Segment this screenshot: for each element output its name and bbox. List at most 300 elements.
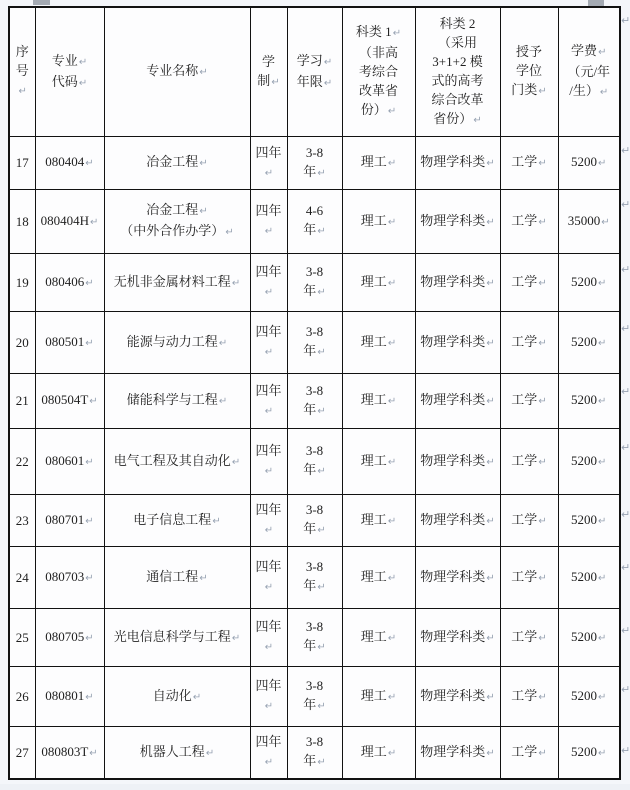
text-line: 科类 2 — [439, 15, 476, 31]
cell-fee — [558, 311, 620, 373]
text-line: 22 — [15, 453, 29, 469]
cell-fee — [558, 546, 620, 608]
text-line: 四年↵ — [255, 734, 282, 769]
cell-years — [287, 253, 342, 311]
text-line: 年↵ — [303, 462, 326, 477]
text-line: /生）↵ — [569, 83, 609, 99]
paragraph-return-icon: ↵ — [264, 525, 274, 536]
text-line: 工学↵ — [511, 273, 547, 289]
paragraph-return-icon: ↵ — [264, 287, 274, 298]
header-col-deg — [500, 7, 558, 136]
text-line: 四年↵ — [255, 382, 282, 417]
text-line: 080803T↵ — [41, 743, 98, 759]
text-line: 物理学科类↵ — [420, 743, 495, 759]
text-line: 代码↵ — [51, 73, 88, 89]
paragraph-return-icon: ↵ — [538, 277, 547, 289]
text-line: 年↵ — [303, 753, 326, 769]
text-line: 改革省 — [358, 83, 398, 99]
cell-years — [287, 428, 342, 494]
paragraph-return-icon: ↵ — [218, 396, 228, 407]
paragraph-return-icon: ↵ — [317, 525, 326, 536]
paragraph-return-icon: ↵ — [538, 515, 547, 527]
paragraph-return-icon: ↵ — [89, 747, 98, 759]
text-line: 3-8 — [305, 502, 324, 517]
text-line: 5200↵ — [571, 333, 607, 349]
paragraph-return-icon: ↵ — [18, 86, 27, 98]
text-line: 年↵ — [303, 578, 326, 593]
cell-fee — [558, 136, 620, 189]
paragraph-return-icon: ↵ — [387, 632, 397, 644]
text-line: 080404H↵ — [40, 212, 99, 228]
paragraph-return-icon: ↵ — [392, 28, 402, 40]
table-row — [9, 546, 620, 608]
text-line: 物理学科类↵ — [420, 273, 495, 289]
paragraph-return-icon: ↵ — [486, 158, 495, 169]
paragraph-return-icon: ↵ — [85, 691, 94, 703]
text-line: 物理学科类↵ — [420, 452, 495, 468]
cell-code — [35, 726, 104, 779]
cell-fee — [558, 189, 620, 253]
cell-name — [104, 189, 250, 253]
paragraph-return-icon: ↵ — [473, 114, 482, 126]
text-line: 3-8 — [305, 443, 324, 458]
paragraph-return-icon: ↵ — [538, 572, 547, 584]
text-line: 工学↵ — [511, 452, 547, 468]
row-end-mark — [620, 500, 630, 553]
paragraph-marks-gutter — [620, 6, 630, 790]
header-col-name — [104, 7, 250, 136]
cell-code — [35, 311, 104, 373]
paragraph-return-icon: ↵ — [621, 144, 630, 157]
paragraph-return-icon: ↵ — [78, 77, 88, 89]
paragraph-return-icon: ↵ — [538, 337, 547, 349]
paragraph-return-icon: ↵ — [264, 167, 274, 179]
paragraph-return-icon: ↵ — [90, 216, 99, 228]
text-line: 5200↵ — [571, 568, 607, 584]
cell-num — [9, 373, 35, 428]
table-row — [9, 253, 620, 311]
text-line: 17 — [15, 155, 29, 170]
cell-years — [287, 373, 342, 428]
paragraph-return-icon: ↵ — [264, 582, 274, 593]
paragraph-return-icon: ↵ — [621, 263, 630, 276]
text-line: 通信工程↵ — [146, 568, 208, 584]
text-line: 号↵ — [15, 63, 29, 98]
cell-s2 — [415, 666, 500, 726]
text-line: 学位 — [515, 63, 542, 79]
text-line: 四年↵ — [255, 264, 282, 298]
cell-years — [287, 546, 342, 608]
text-line: （非高 — [358, 45, 398, 61]
paragraph-return-icon: ↵ — [231, 277, 241, 289]
cell-s2 — [415, 494, 500, 546]
cell-s2 — [415, 311, 500, 373]
row-end-mark — [620, 314, 630, 377]
text-line: 5200↵ — [571, 743, 607, 759]
cell-s1 — [342, 608, 415, 666]
cell-s1 — [342, 494, 415, 546]
paragraph-return-icon: ↵ — [317, 757, 326, 769]
paragraph-return-icon: ↵ — [85, 632, 94, 644]
cell-name — [104, 726, 250, 779]
paragraph-return-icon: ↵ — [621, 508, 630, 521]
paragraph-return-icon: ↵ — [538, 747, 547, 759]
cell-name — [104, 136, 250, 189]
table-row — [9, 311, 620, 373]
paragraph-return-icon: ↵ — [387, 691, 397, 703]
row-end-mark — [620, 377, 630, 433]
text-line: 080501↵ — [45, 333, 94, 349]
paragraph-return-icon: ↵ — [264, 466, 274, 477]
paragraph-return-icon: ↵ — [486, 572, 495, 584]
text-line: 5200↵ — [571, 392, 607, 407]
paragraph-return-icon: ↵ — [538, 691, 547, 703]
text-line: 24 — [15, 569, 29, 585]
table-row — [9, 428, 620, 494]
cell-num — [9, 428, 35, 494]
paragraph-return-icon: ↵ — [387, 747, 397, 759]
paragraph-return-icon: ↵ — [598, 456, 607, 468]
cell-fee — [558, 253, 620, 311]
cell-years — [287, 608, 342, 666]
paragraph-return-icon: ↵ — [231, 456, 241, 468]
cell-deg — [500, 494, 558, 546]
text-line: 无机非金属材料工程↵ — [113, 273, 241, 289]
cell-dur — [250, 311, 287, 373]
text-line: 080406↵ — [45, 273, 94, 289]
cell-dur — [250, 546, 287, 608]
header-col-code — [35, 7, 104, 136]
text-line: 科类 1↵ — [355, 24, 402, 40]
paragraph-return-icon: ↵ — [387, 158, 397, 169]
cell-code — [35, 666, 104, 726]
text-line: 工学↵ — [511, 628, 547, 644]
row-end-mark — [620, 255, 630, 314]
paragraph-return-icon: ↵ — [323, 56, 333, 68]
paragraph-return-icon: ↵ — [621, 683, 630, 696]
paragraph-return-icon: ↵ — [598, 691, 607, 703]
cell-s2 — [415, 373, 500, 428]
cell-dur — [250, 136, 287, 189]
table-row — [9, 726, 620, 779]
header-col-fee — [558, 7, 620, 136]
cell-s1 — [342, 546, 415, 608]
text-line: 年限↵ — [296, 73, 333, 89]
paragraph-return-icon: ↵ — [264, 757, 274, 769]
paragraph-return-icon: ↵ — [264, 642, 274, 653]
text-line: 物理学科类↵ — [420, 568, 495, 584]
cell-years — [287, 726, 342, 779]
cell-s2 — [415, 608, 500, 666]
paragraph-return-icon: ↵ — [317, 405, 326, 417]
cell-dur — [250, 494, 287, 546]
cell-dur — [250, 253, 287, 311]
paragraph-return-icon: ↵ — [486, 396, 495, 407]
cell-deg — [500, 726, 558, 779]
cell-s1 — [342, 311, 415, 373]
text-line: 物理学科类↵ — [420, 154, 495, 169]
text-line: 考综合 — [358, 64, 398, 80]
programs-table — [8, 6, 621, 780]
cell-num — [9, 311, 35, 373]
paragraph-return-icon: ↵ — [598, 572, 607, 584]
cell-name — [104, 666, 250, 726]
cell-name — [104, 253, 250, 311]
cell-name — [104, 546, 250, 608]
paragraph-return-icon: ↵ — [199, 67, 208, 79]
cell-s1 — [342, 189, 415, 253]
paragraph-return-icon: ↵ — [85, 572, 94, 584]
text-line: 5200↵ — [571, 273, 607, 289]
text-line: 四年↵ — [255, 324, 282, 358]
text-line: 储能科学与工程↵ — [126, 392, 228, 407]
row-end-mark — [620, 675, 630, 736]
paragraph-return-icon: ↵ — [598, 158, 607, 169]
text-line: （元/年 — [567, 64, 611, 80]
cell-num — [9, 494, 35, 546]
cell-s2 — [415, 136, 500, 189]
table-row — [9, 666, 620, 726]
paragraph-return-icon: ↵ — [387, 396, 397, 407]
cell-s2 — [415, 546, 500, 608]
header-col-years — [287, 7, 342, 136]
paragraph-return-icon: ↵ — [323, 77, 333, 89]
cell-name — [104, 311, 250, 373]
text-line: 080504T↵ — [41, 392, 98, 407]
text-line: 学费↵ — [571, 43, 607, 59]
cell-code — [35, 546, 104, 608]
cell-deg — [500, 373, 558, 428]
row-end-mark — [620, 553, 630, 616]
text-line: 19 — [15, 274, 29, 290]
cell-num — [9, 253, 35, 311]
row-end-mark — [620, 6, 630, 136]
cell-num — [9, 189, 35, 253]
text-line: 门类↵ — [511, 82, 547, 98]
paragraph-return-icon: ↵ — [621, 385, 630, 398]
text-line: 年↵ — [303, 697, 326, 712]
text-line: 3-8 — [305, 264, 324, 279]
text-line: 四年↵ — [255, 443, 282, 477]
paragraph-return-icon: ↵ — [598, 337, 607, 349]
text-line: 理工↵ — [360, 687, 397, 703]
text-line: 3-8 — [305, 619, 324, 634]
paragraph-return-icon: ↵ — [598, 515, 607, 527]
text-line: 26 — [15, 688, 29, 704]
text-line: 080601↵ — [45, 452, 94, 468]
header-col-num — [9, 7, 35, 136]
table-row — [9, 373, 620, 428]
table-header — [9, 7, 620, 136]
text-line: 工学↵ — [511, 687, 547, 703]
cell-dur — [250, 373, 287, 428]
paragraph-return-icon: ↵ — [264, 226, 274, 237]
paragraph-return-icon: ↵ — [317, 167, 326, 179]
paragraph-return-icon: ↵ — [598, 47, 607, 59]
cell-s2 — [415, 253, 500, 311]
text-line: 20 — [15, 334, 29, 350]
paragraph-return-icon: ↵ — [486, 515, 495, 527]
text-line: 35000↵ — [567, 212, 610, 228]
cell-num — [9, 546, 35, 608]
cell-name — [104, 428, 250, 494]
text-line: 年↵ — [303, 401, 326, 417]
header-col-s2 — [415, 7, 500, 136]
paragraph-return-icon: ↵ — [621, 561, 630, 574]
cell-years — [287, 494, 342, 546]
text-line: 工学↵ — [511, 568, 547, 584]
paragraph-return-icon: ↵ — [192, 691, 202, 703]
header-col-dur — [250, 7, 287, 136]
paragraph-return-icon: ↵ — [78, 56, 88, 68]
paragraph-return-icon: ↵ — [387, 337, 397, 349]
text-line: 物理学科类↵ — [420, 333, 495, 349]
paragraph-return-icon: ↵ — [387, 515, 397, 527]
text-line: 5200↵ — [571, 687, 607, 703]
text-line: 机器人工程↵ — [139, 743, 215, 759]
paragraph-return-icon: ↵ — [199, 206, 208, 217]
paragraph-return-icon: ↵ — [85, 277, 94, 289]
paragraph-return-icon: ↵ — [538, 632, 547, 644]
text-line: 工学↵ — [511, 392, 547, 407]
paragraph-return-icon: ↵ — [538, 216, 547, 228]
paragraph-return-icon: ↵ — [264, 701, 274, 712]
cell-name — [104, 494, 250, 546]
text-line: 理工↵ — [360, 743, 397, 759]
paragraph-return-icon: ↵ — [199, 158, 208, 169]
text-line: 光电信息科学与工程↵ — [113, 628, 241, 644]
cell-s1 — [342, 136, 415, 189]
paragraph-return-icon: ↵ — [199, 572, 208, 584]
cell-name — [104, 373, 250, 428]
paragraph-return-icon: ↵ — [264, 405, 274, 417]
text-line: 5200↵ — [571, 452, 607, 468]
paragraph-return-icon: ↵ — [621, 744, 630, 757]
table-row — [9, 608, 620, 666]
text-line: 工学↵ — [511, 511, 547, 527]
text-line: 物理学科类↵ — [420, 212, 495, 228]
cell-dur — [250, 608, 287, 666]
cell-deg — [500, 189, 558, 253]
text-line: 式的高考 — [431, 72, 484, 88]
cell-s1 — [342, 666, 415, 726]
cell-s1 — [342, 726, 415, 779]
paragraph-return-icon: ↵ — [538, 456, 547, 468]
paragraph-return-icon: ↵ — [317, 701, 326, 712]
cell-s1 — [342, 253, 415, 311]
cell-deg — [500, 608, 558, 666]
text-line: 080404↵ — [45, 154, 94, 169]
text-line: 四年↵ — [255, 144, 282, 179]
text-line: 3-8 — [305, 678, 324, 693]
text-line: 电气工程及其自动化↵ — [113, 452, 241, 468]
text-line: 理工↵ — [360, 273, 397, 289]
cell-s2 — [415, 189, 500, 253]
cell-code — [35, 494, 104, 546]
text-line: 3-8 — [305, 324, 324, 339]
text-line: 四年↵ — [255, 502, 282, 536]
table-row — [9, 189, 620, 253]
cell-code — [35, 428, 104, 494]
paragraph-return-icon: ↵ — [317, 466, 326, 477]
text-line: 自动化↵ — [152, 687, 202, 703]
text-line: 5200↵ — [571, 154, 607, 169]
text-line: 四年↵ — [255, 619, 282, 653]
cell-fee — [558, 494, 620, 546]
text-line: 专业↵ — [51, 52, 88, 68]
cell-deg — [500, 428, 558, 494]
paragraph-return-icon: ↵ — [317, 642, 326, 653]
header-row — [9, 7, 620, 136]
cell-s2 — [415, 428, 500, 494]
text-line: 工学↵ — [511, 154, 547, 169]
cell-deg — [500, 311, 558, 373]
text-line: 080703↵ — [45, 568, 94, 584]
text-line: 学 — [261, 53, 275, 69]
row-end-mark — [620, 736, 630, 790]
cell-code — [35, 608, 104, 666]
paragraph-return-icon: ↵ — [387, 277, 397, 289]
cell-fee — [558, 428, 620, 494]
cell-dur — [250, 726, 287, 779]
paragraph-return-icon: ↵ — [317, 226, 326, 237]
paragraph-return-icon: ↵ — [85, 515, 94, 527]
paragraph-return-icon: ↵ — [538, 86, 547, 98]
table-row — [9, 494, 620, 546]
paragraph-return-icon: ↵ — [387, 456, 397, 468]
row-end-mark — [620, 190, 630, 255]
cell-years — [287, 311, 342, 373]
paragraph-return-icon: ↵ — [387, 572, 397, 584]
text-line: 年↵ — [303, 521, 326, 536]
text-line: 物理学科类↵ — [420, 687, 495, 703]
cell-s2 — [415, 726, 500, 779]
paragraph-return-icon: ↵ — [85, 158, 94, 169]
table-row — [9, 136, 620, 189]
cell-dur — [250, 666, 287, 726]
cell-name — [104, 608, 250, 666]
text-line: 工学↵ — [511, 743, 547, 759]
paragraph-return-icon: ↵ — [486, 747, 495, 759]
cell-num — [9, 608, 35, 666]
cell-num — [9, 666, 35, 726]
text-line: 年↵ — [303, 222, 326, 237]
text-line: 序 — [15, 44, 29, 60]
text-line: 理工↵ — [360, 212, 397, 228]
text-line: 年↵ — [303, 163, 326, 179]
paragraph-return-icon: ↵ — [486, 456, 495, 468]
paragraph-return-icon: ↵ — [212, 515, 221, 527]
text-line: 综合改革 — [431, 91, 484, 107]
text-line: 27 — [15, 744, 29, 760]
cell-deg — [500, 136, 558, 189]
text-line: 工学↵ — [511, 333, 547, 349]
paragraph-return-icon: ↵ — [599, 87, 609, 99]
text-line: 080705↵ — [45, 628, 94, 644]
row-end-mark — [620, 136, 630, 190]
text-line: 年↵ — [303, 283, 326, 298]
paragraph-return-icon: ↵ — [231, 632, 241, 644]
text-line: 冶金工程↵ — [146, 154, 208, 169]
text-line: 省份）↵ — [433, 110, 482, 126]
text-line: 四年↵ — [255, 559, 282, 593]
paragraph-return-icon: ↵ — [85, 456, 94, 468]
paragraph-return-icon: ↵ — [205, 747, 215, 759]
paragraph-return-icon: ↵ — [598, 632, 607, 644]
paragraph-return-icon: ↵ — [621, 198, 630, 211]
paragraph-return-icon: ↵ — [621, 441, 630, 454]
cell-code — [35, 189, 104, 253]
